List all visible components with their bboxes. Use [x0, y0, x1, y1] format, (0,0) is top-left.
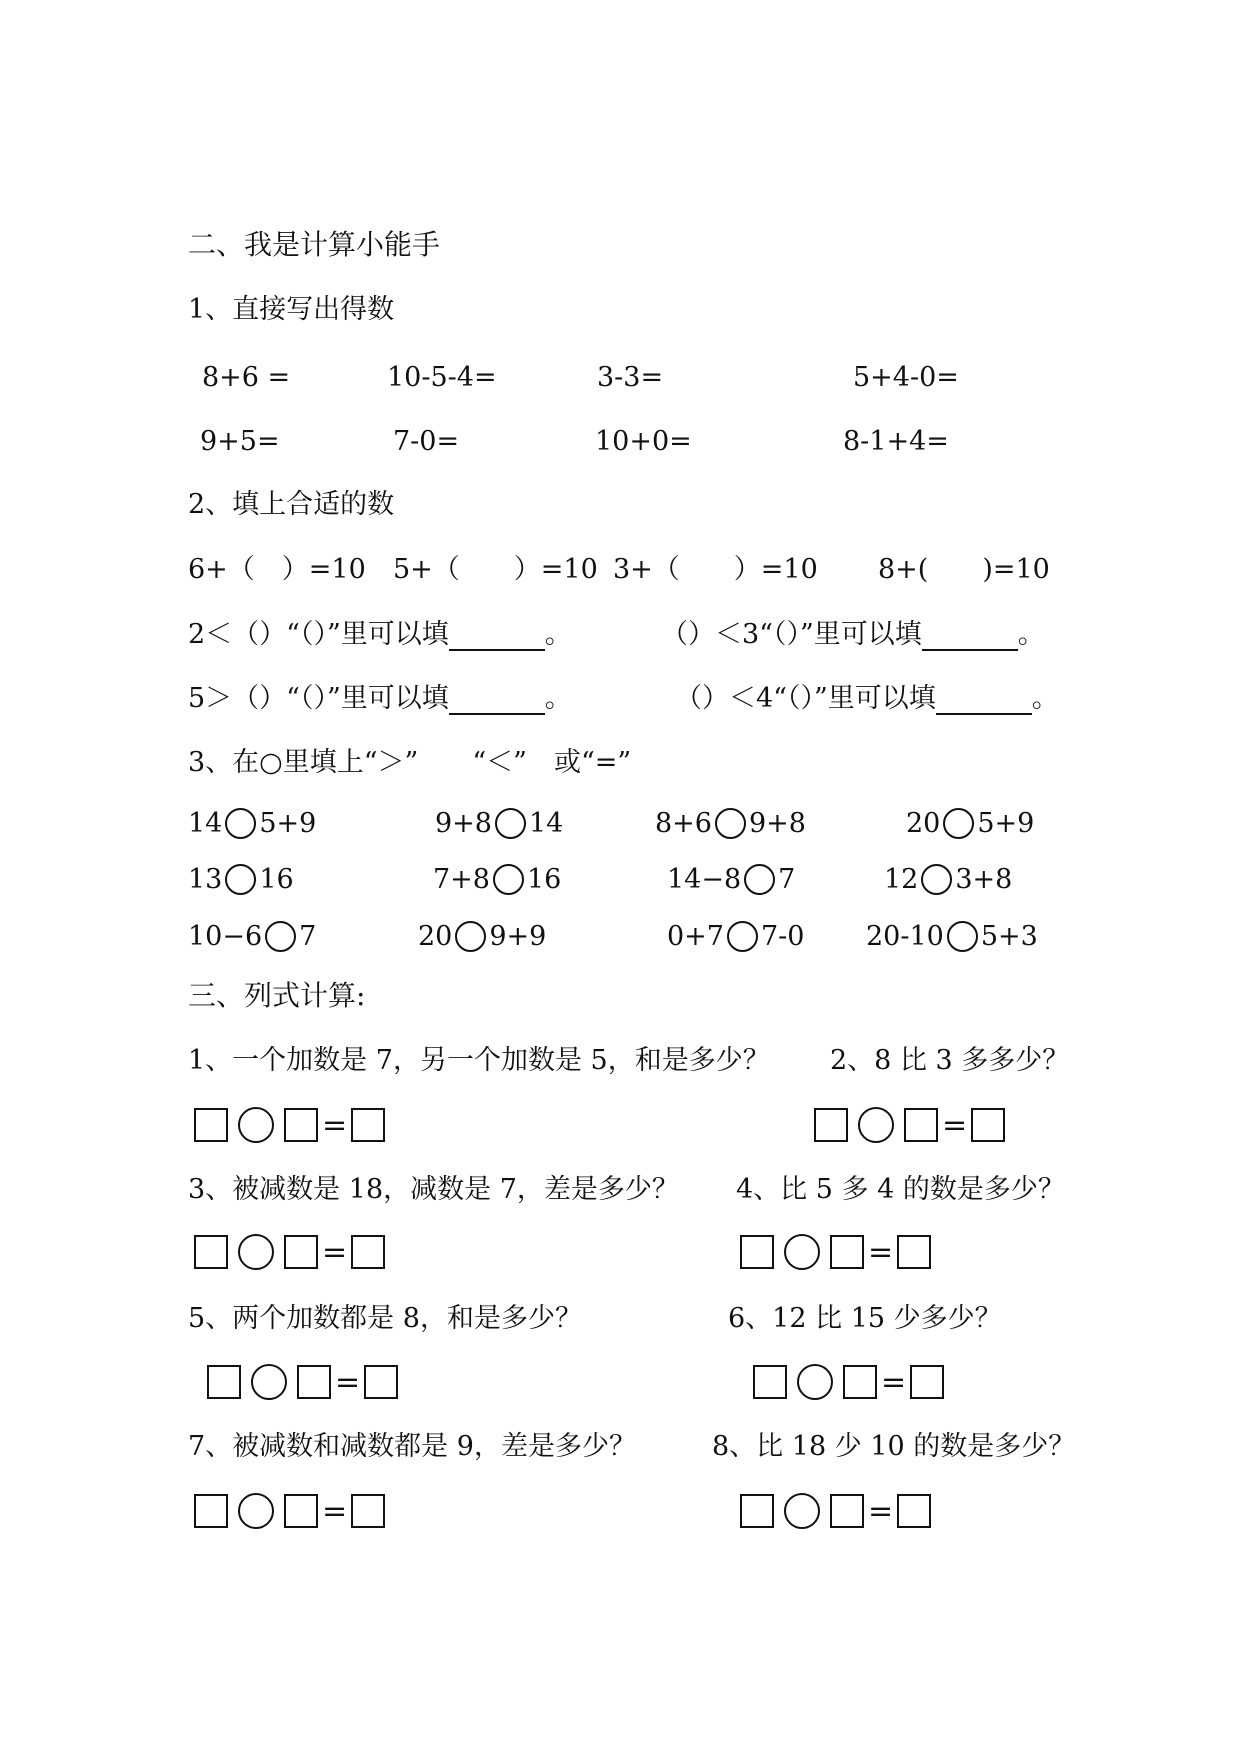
q1-item: 5+4-0= [853, 362, 959, 393]
compare-right: 7-0 [760, 921, 805, 952]
compare-left: 0+7 [667, 921, 724, 952]
q2-item: 3+（ ）=10 [613, 554, 818, 585]
q2-fill-line [188, 683, 572, 715]
compare-right: 14 [528, 808, 564, 839]
compare-left: 14−8 [667, 864, 742, 895]
word-problem: 4、比 5 多 4 的数是多少？ [736, 1174, 1065, 1205]
compare-left: 9+8 [435, 808, 492, 839]
word-problem: 7、被减数和减数都是 9，差是多少？ [188, 1431, 636, 1462]
q1-item: 10-5-4= [387, 362, 497, 393]
q1-item: 10+0= [595, 426, 692, 457]
compare-circle[interactable] [943, 808, 974, 839]
answer-blank[interactable] [449, 685, 545, 715]
compare-left: 14 [188, 808, 223, 839]
equals-sign: = [868, 1234, 894, 1270]
q2-fill-line [675, 683, 1059, 715]
compare-right: 7 [299, 921, 317, 952]
q2-fill-text: 2＜（）“（）”里可以填 [188, 619, 449, 650]
word-problem: 1、一个加数是 7，另一个加数是 5，和是多少？ [188, 1045, 770, 1076]
compare-item [188, 808, 316, 839]
compare-item [906, 808, 1034, 839]
compare-left: 8+6 [655, 808, 712, 839]
q2-fill-line [188, 619, 572, 651]
compare-item [188, 921, 316, 952]
compare-right: 16 [526, 864, 562, 895]
compare-circle[interactable] [493, 864, 524, 895]
section-title-3: 三、列式计算: [188, 979, 366, 1012]
q2-title: 2、填上合适的数 [188, 489, 395, 520]
compare-left: 20 [906, 808, 941, 839]
answer-box[interactable] [753, 1365, 787, 1399]
answer-box[interactable] [284, 1108, 318, 1142]
operator-circle[interactable] [238, 1493, 274, 1529]
equals-sign: = [322, 1234, 348, 1270]
word-problem: 8、比 18 少 10 的数是多少？ [712, 1431, 1076, 1462]
answer-box[interactable] [971, 1108, 1005, 1142]
compare-item [884, 864, 1012, 895]
answer-box[interactable] [284, 1494, 318, 1528]
compare-left: 13 [188, 864, 223, 895]
compare-circle[interactable] [455, 921, 486, 952]
compare-item [655, 808, 806, 839]
q1-title: 1、直接写出得数 [188, 294, 395, 325]
compare-circle[interactable] [921, 864, 952, 895]
equals-sign: = [322, 1107, 348, 1143]
q2-fill-line [661, 619, 1045, 651]
compare-circle[interactable] [727, 921, 758, 952]
answer-box[interactable] [284, 1235, 318, 1269]
equation-template [194, 1107, 385, 1143]
compare-circle[interactable] [495, 808, 526, 839]
equation-template [194, 1493, 385, 1529]
answer-box[interactable] [194, 1235, 228, 1269]
compare-item [667, 864, 795, 895]
compare-right: 9+8 [748, 808, 806, 839]
answer-box[interactable] [897, 1235, 931, 1269]
q1-item: 8-1+4= [843, 426, 949, 457]
compare-right: 9+9 [489, 921, 547, 952]
q2-fill-text: （）＜3“（）”里可以填 [661, 619, 922, 650]
answer-box[interactable] [904, 1108, 938, 1142]
compare-right: 5+9 [259, 808, 317, 839]
compare-left: 10−6 [188, 921, 263, 952]
word-problem: 5、两个加数都是 8，和是多少？ [188, 1303, 582, 1334]
operator-circle[interactable] [238, 1107, 274, 1143]
answer-box[interactable] [351, 1235, 385, 1269]
compare-circle[interactable] [715, 808, 746, 839]
equation-template [814, 1107, 1005, 1143]
equation-template [207, 1364, 398, 1400]
compare-right: 16 [259, 864, 294, 895]
operator-circle[interactable] [238, 1234, 274, 1270]
q2-fill-text: 5＞（）“（）”里可以填 [188, 683, 449, 714]
answer-box[interactable] [897, 1494, 931, 1528]
answer-box[interactable] [364, 1365, 398, 1399]
equation-template [194, 1234, 385, 1270]
answer-box[interactable] [194, 1494, 228, 1528]
equation-template [740, 1493, 931, 1529]
operator-circle[interactable] [784, 1493, 820, 1529]
compare-right: 5+3 [980, 921, 1038, 952]
operator-circle[interactable] [251, 1364, 287, 1400]
equals-sign: = [868, 1493, 894, 1529]
compare-item [433, 864, 561, 895]
compare-circle[interactable] [225, 864, 256, 895]
compare-left: 20-10 [866, 921, 944, 952]
equals-sign: = [942, 1107, 968, 1143]
compare-left: 7+8 [433, 864, 490, 895]
operator-circle[interactable] [797, 1364, 833, 1400]
equation-template [753, 1364, 944, 1400]
q2-fill-end: 。 [1031, 683, 1059, 714]
q3-title: 3、在○里填上“＞” “＜” 或“=” [188, 747, 632, 778]
answer-box[interactable] [910, 1365, 944, 1399]
compare-item [667, 921, 804, 952]
answer-box[interactable] [830, 1235, 864, 1269]
q1-item: 7-0= [393, 426, 460, 457]
answer-box[interactable] [351, 1494, 385, 1528]
answer-blank[interactable] [922, 621, 1018, 651]
q2-fill-end: 。 [1017, 619, 1045, 650]
q1-item: 3-3= [597, 362, 664, 393]
word-problem: 3、被减数是 18，减数是 7，差是多少？ [188, 1174, 679, 1205]
answer-blank[interactable] [936, 685, 1032, 715]
q2-item: 8+( )=10 [878, 554, 1050, 585]
q2-fill-text: （）＜4“（）”里可以填 [675, 683, 936, 714]
compare-circle[interactable] [947, 921, 978, 952]
q1-item: 9+5= [200, 426, 280, 457]
compare-right: 7 [778, 864, 796, 895]
compare-circle[interactable] [744, 864, 775, 895]
compare-circle[interactable] [265, 921, 296, 952]
answer-box[interactable] [207, 1365, 241, 1399]
q2-fill-end: 。 [544, 683, 572, 714]
q1-item: 8+6 = [202, 362, 291, 393]
compare-item [866, 921, 1038, 952]
answer-box[interactable] [740, 1494, 774, 1528]
compare-left: 12 [884, 864, 919, 895]
equals-sign: = [881, 1364, 907, 1400]
q2-fill-end: 。 [544, 619, 572, 650]
equals-sign: = [322, 1493, 348, 1529]
operator-circle[interactable] [858, 1107, 894, 1143]
answer-box[interactable] [830, 1494, 864, 1528]
word-problem: 2、8 比 3 多多少？ [830, 1045, 1070, 1076]
word-problem: 6、12 比 15 少多少？ [728, 1303, 1002, 1334]
answer-box[interactable] [351, 1108, 385, 1142]
q2-item: 6+（ ）=10 [188, 554, 366, 585]
answer-box[interactable] [194, 1108, 228, 1142]
compare-circle[interactable] [225, 808, 256, 839]
compare-item [435, 808, 563, 839]
compare-item [418, 921, 546, 952]
compare-left: 20 [418, 921, 453, 952]
answer-box[interactable] [814, 1108, 848, 1142]
compare-right: 5+9 [977, 808, 1035, 839]
operator-circle[interactable] [784, 1234, 820, 1270]
answer-blank[interactable] [449, 621, 545, 651]
section-title-2: 二、我是计算小能手 [188, 228, 441, 261]
q2-item: 5+（ ）=10 [393, 554, 598, 585]
equals-sign: = [335, 1364, 361, 1400]
equation-template [740, 1234, 931, 1270]
answer-box[interactable] [297, 1365, 331, 1399]
answer-box[interactable] [740, 1235, 774, 1269]
answer-box[interactable] [843, 1365, 877, 1399]
compare-item [188, 864, 294, 895]
compare-right: 3+8 [955, 864, 1013, 895]
